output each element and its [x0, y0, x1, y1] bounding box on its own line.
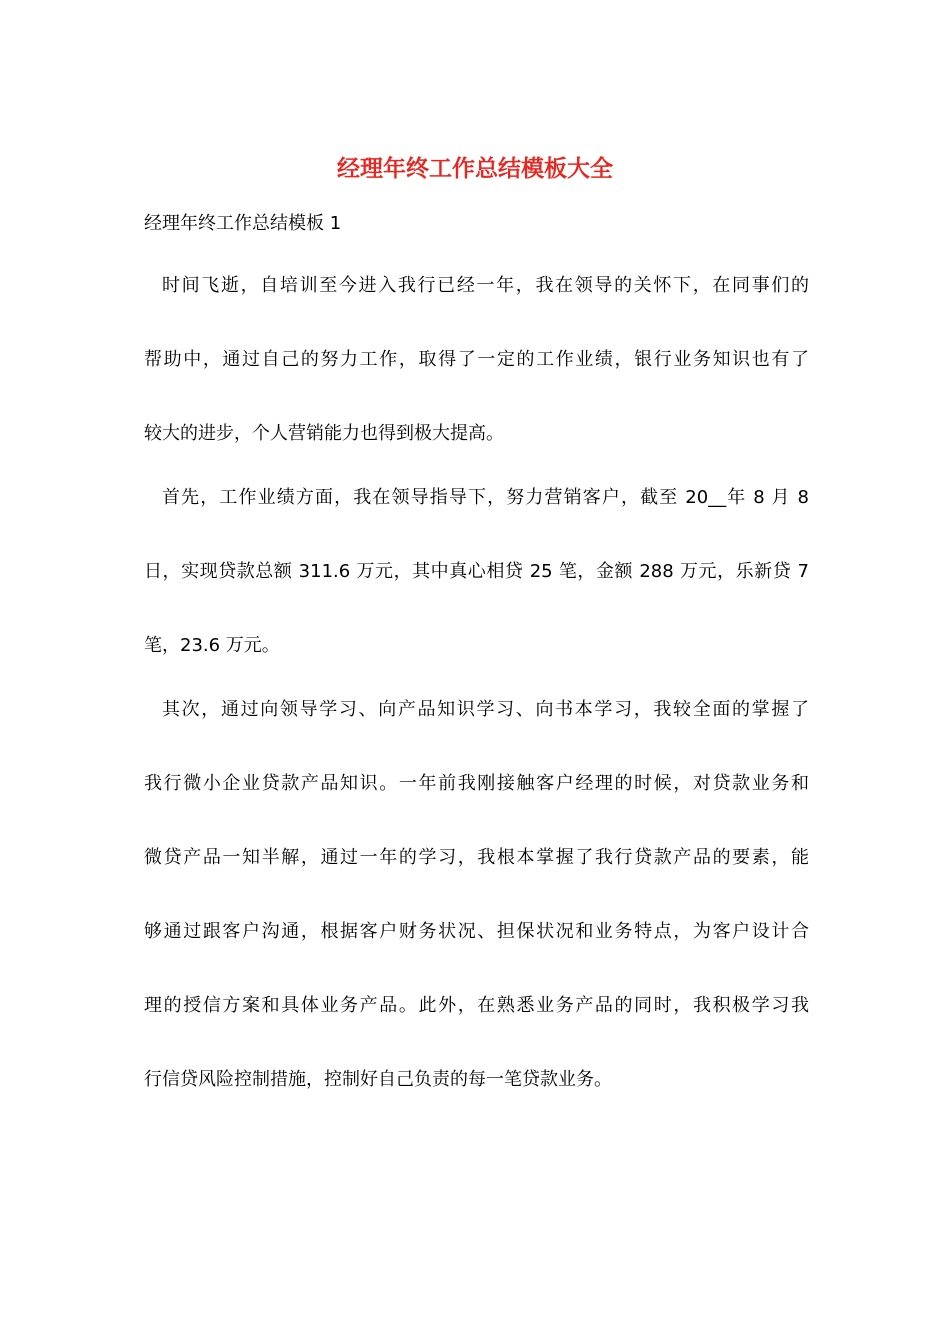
paragraph-line: 理的授信方案和具体业务产品。此外，在熟悉业务产品的同时，我积极学习我: [144, 995, 809, 1016]
paragraph-3: [144, 695, 809, 1139]
paragraph-line: 较大的进步，个人营销能力也得到极大提高。: [144, 423, 504, 444]
paragraph-line: 笔，23.6 万元。: [144, 635, 280, 656]
paragraph-2: [144, 483, 809, 705]
section-subtitle: 经理年终工作总结模板 1: [144, 213, 342, 234]
paragraph-line: 行信贷风险控制措施，控制好自己负责的每一笔贷款业务。: [144, 1069, 612, 1090]
paragraph-1: [144, 271, 809, 493]
paragraph-line: 帮助中，通过自己的努力工作，取得了一定的工作业绩，银行业务知识也有了: [144, 349, 809, 370]
paragraph-line: 其次，通过向领导学习、向产品知识学习、向书本学习，我较全面的掌握了: [162, 699, 809, 720]
paragraph-line: 时间飞逝，自培训至今进入我行已经一年，我在领导的关怀下，在同事们的: [162, 275, 809, 296]
document-title: 经理年终工作总结模板大全: [337, 156, 613, 182]
paragraph-line: 首先，工作业绩方面，我在领导指导下，努力营销客户，截至 20__年 8 月 8: [162, 487, 809, 508]
paragraph-line: 我行微小企业贷款产品知识。一年前我刚接触客户经理的时候，对贷款业务和: [144, 773, 809, 794]
paragraph-line: 微贷产品一知半解，通过一年的学习，我根本掌握了我行贷款产品的要素，能: [144, 847, 809, 868]
paragraph-line: 够通过跟客户沟通，根据客户财务状况、担保状况和业务特点，为客户设计合: [144, 921, 809, 942]
paragraph-line: 日，实现贷款总额 311.6 万元，其中真心相贷 25 笔，金额 288 万元，乐新贷 7: [144, 561, 809, 582]
